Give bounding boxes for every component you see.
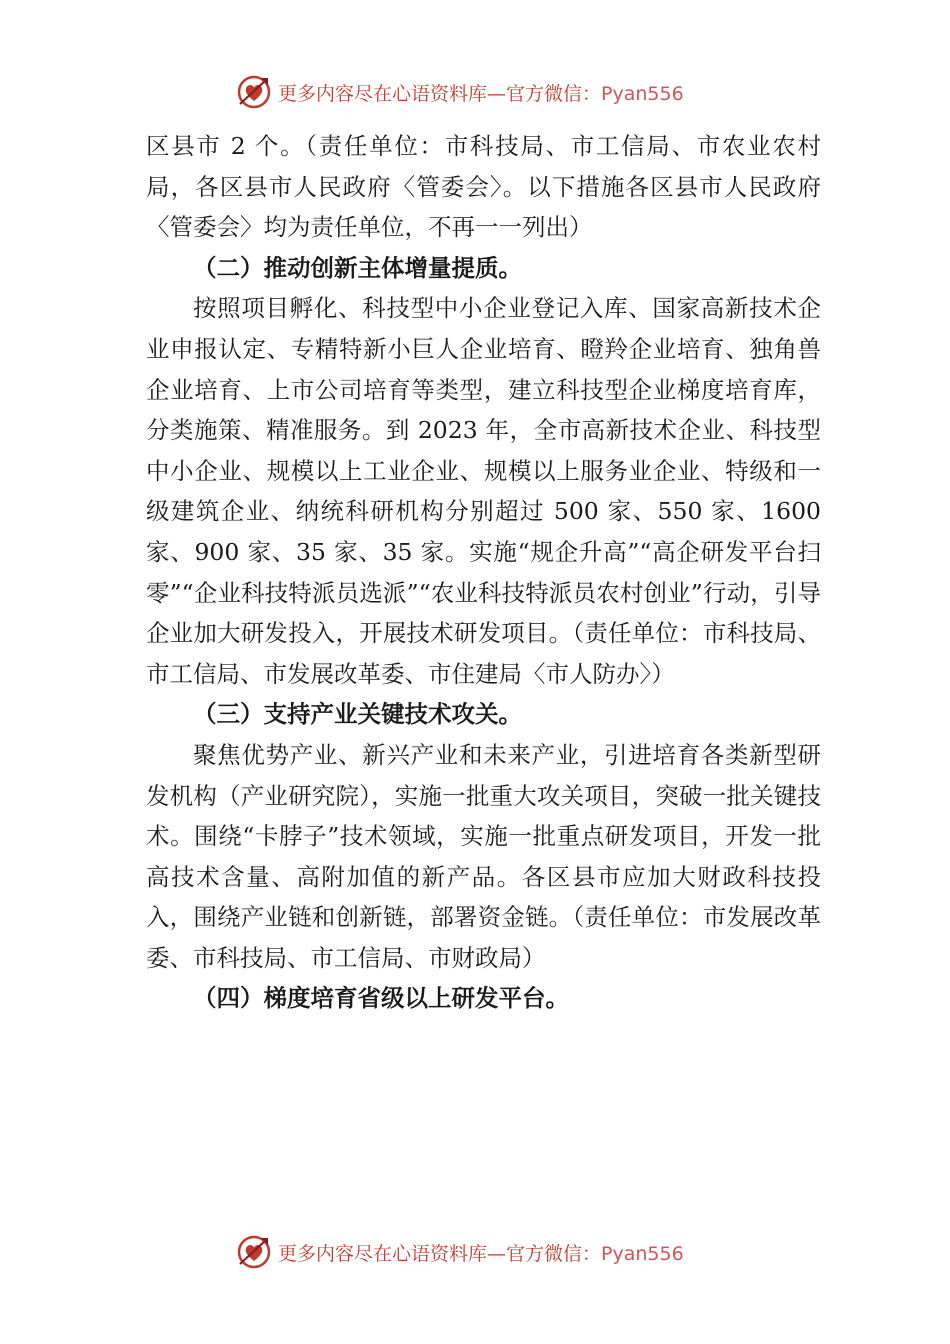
document-body xyxy=(146,126,821,1019)
banner-wechat-label: 官方微信： xyxy=(506,82,602,105)
paragraph-continuation: 区县市 2 个。（责任单位：市科技局、市工信局、市农业农村局，各区县市人民政府〈管委会〉。以下措施各区县市人民政府〈管委会〉均为责任单位，不再一一列出） xyxy=(146,132,821,242)
heart-logo-icon xyxy=(236,74,272,110)
banner-wechat-label: 官方微信： xyxy=(506,1242,602,1265)
banner-text xyxy=(278,1239,684,1266)
banner-wechat-id: Pyan556 xyxy=(601,82,684,105)
banner-dash: — xyxy=(487,82,507,105)
section-heading-4: （四）梯度培育省级以上研发平台。 xyxy=(193,984,569,1013)
paragraph-2: 按照项目孵化、科技型中小企业登记入库、国家高新技术企业申报认定、专精特新小巨人企业培育、瞪羚企业培育、独角兽企业培育、上市公司培育等类型，建立科技型企业梯度培育库，分类施策、精准服务。到 2023 年，全市高新技术企业、科技型中小企业、规模以上工业企业、规模以上服务业企业、特级和一级建筑企业、纳统科研机构分别超过 500 家、550 家、1600 家、900 家、35 家、35 家。实施“规企升高”“高企研发平台扫零”“企业科技特派员选派”“农业科技特派员农村创业”行动，引导企业加大研发投入，开展技术研发项目。（责任单位：市科技局、市工信局、市发展改革委、市住建局〈市人防办〉） xyxy=(146,294,821,688)
section-heading-3: （三）支持产业关键技术攻关。 xyxy=(193,700,522,729)
banner-text xyxy=(278,79,684,106)
heart-logo-icon xyxy=(236,1234,272,1270)
banner-wechat-id: Pyan556 xyxy=(601,1242,684,1265)
header-banner xyxy=(236,72,736,112)
banner-title: 更多内容尽在心语资料库 xyxy=(278,1242,488,1265)
section-heading-2: （二）推动创新主体增量提质。 xyxy=(193,253,522,282)
banner-title: 更多内容尽在心语资料库 xyxy=(278,82,488,105)
paragraph-3: 聚焦优势产业、新兴产业和未来产业，引进培育各类新型研发机构（产业研究院），实施一批重大攻关项目，突破一批关键技术。围绕“卡脖子”技术领域，实施一批重点研发项目，开发一批高技术含量、高附加值的新产品。各区县市应加大财政科技投入，围绕产业链和创新链，部署资金链。（责任单位：市发展改革委、市科技局、市工信局、市财政局） xyxy=(146,740,821,972)
banner-dash: — xyxy=(487,1242,507,1265)
footer-banner xyxy=(236,1232,736,1272)
